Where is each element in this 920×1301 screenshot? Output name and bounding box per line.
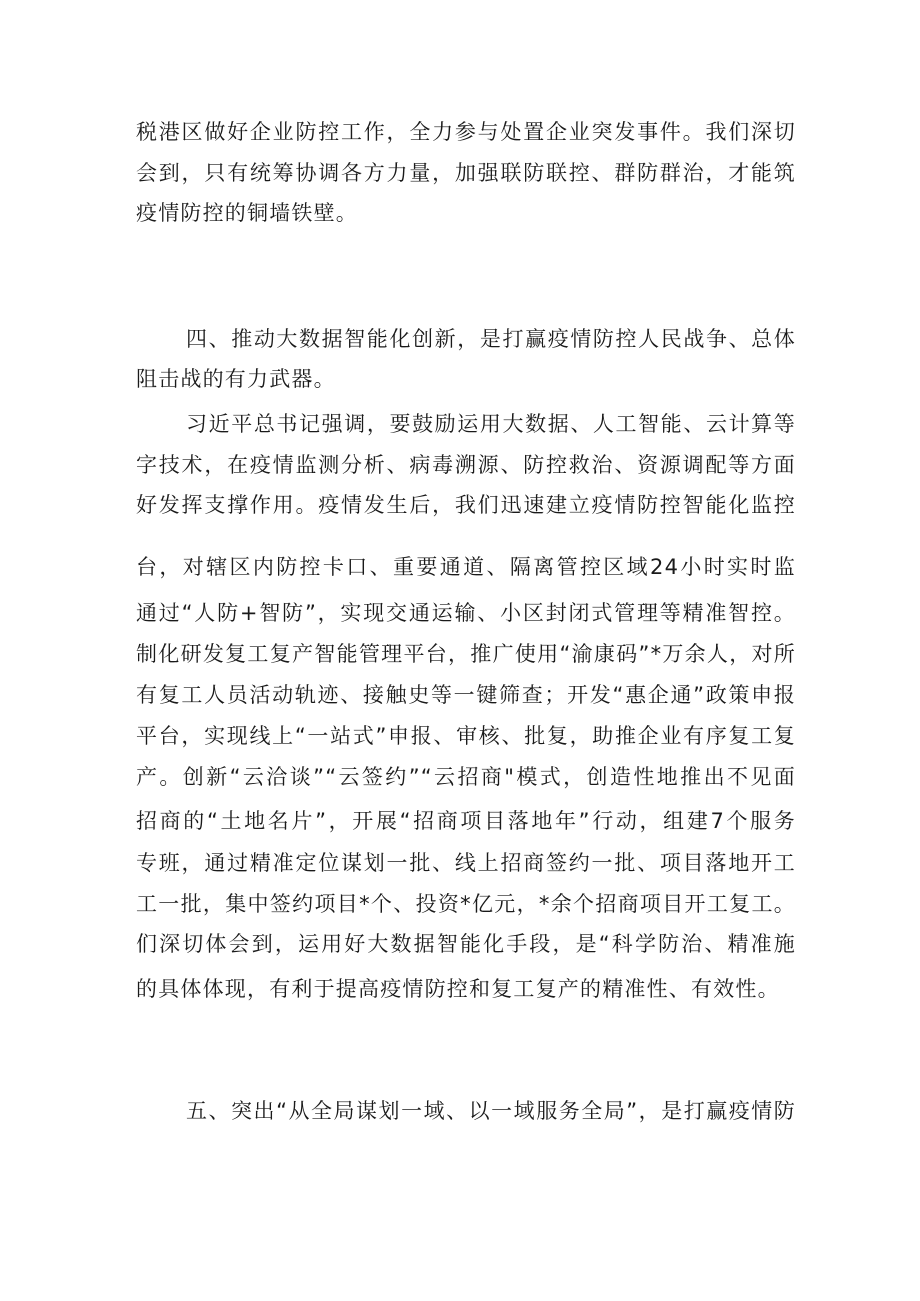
text-line: 们深切体会到，运用好大数据智能化手段，是“科学防治、精准施 <box>136 932 796 956</box>
text-line: 的具体体现，有利于提高疫情防控和复工复产的精准性、有效性。 <box>136 977 780 1001</box>
text-line: 疫情防控的铜墙铁壁。 <box>136 201 358 225</box>
text-line: 专班，通过精准定位谋划一批、线上招商签约一批、项目落地开工 <box>136 851 796 875</box>
section-heading: 四、推动大数据智能化创新，是打赢疫情防控人民战争、总体 <box>186 327 796 351</box>
text-line: 会到，只有统筹协调各方力量，加强联防联控、群防群治，才能筑 <box>136 161 796 185</box>
text-line: 好发挥支撑作用。疫情发生后，我们迅速建立疫情防控智能化监控 <box>136 493 796 517</box>
text-line: 制化研发复工复产智能管理平台，推广使用“渝康码”*万余人，对所 <box>136 642 796 666</box>
text-line: 工一批，集中签约项目*个、投资*亿元，*余个招商项目开工复工。 <box>136 892 796 916</box>
text-line: 有复工人员活动轨迹、接触史等一键筛查；开发“惠企通”政策申报 <box>136 683 796 707</box>
section-heading-cont: 阻击战的有力武器。 <box>136 367 336 391</box>
text-line: 字技术，在疫情监测分析、病毒溯源、防控救治、资源调配等方面 <box>136 453 796 477</box>
text-line: 习近平总书记强调，要鼓励运用大数据、人工智能、云计算等 <box>186 412 796 436</box>
text-line: 招商的“土地名片”，开展“招商项目落地年”行动，组建7个服务 <box>136 809 796 833</box>
text-line: 台，对辖区内防控卡口、重要通道、隔离管控区域24小时实时监 <box>136 555 796 579</box>
text-line: 税港区做好企业防控工作，全力参与处置企业突发事件。我们深切 <box>136 120 796 144</box>
text-line: 产。创新“云洽谈”“云签约”“云招商"模式，创造性地推出不见面 <box>136 765 796 789</box>
text-line: 通过“人防+智防”，实现交通运输、小区封闭式管理等精准智控。 <box>136 601 796 625</box>
section-heading: 五、突出“从全局谋划一域、以一域服务全局”，是打赢疫情防 <box>186 1099 796 1123</box>
text-line: 平台，实现线上“一站式”申报、审核、批复，助推企业有序复工复 <box>136 724 796 748</box>
